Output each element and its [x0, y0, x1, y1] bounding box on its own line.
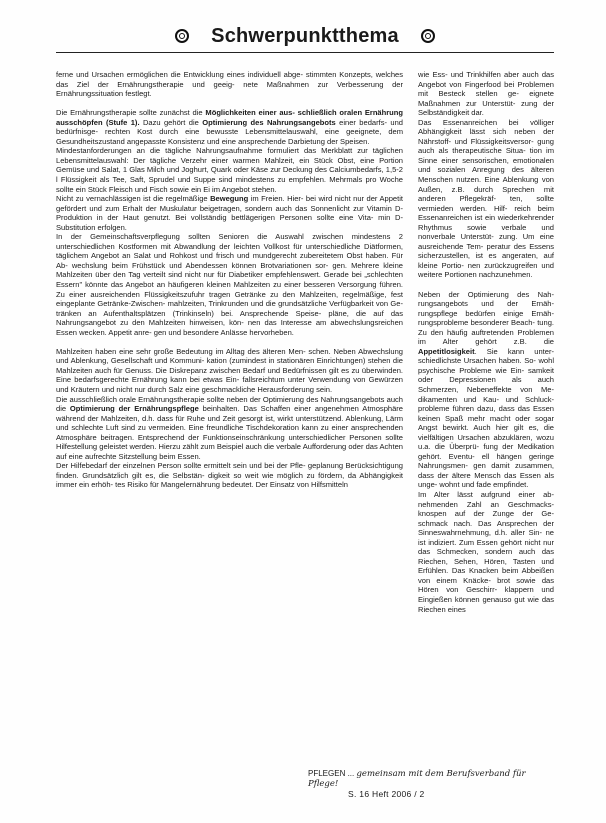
section-header [56, 22, 554, 50]
paragraph: Die Ernährungstherapie sollte zunächst die Möglichkeiten einer aus- schließlich oralen Ernährung ausschöpfen (Stufe 1). Dazu gehört die Optimierung des Nahrungsangebots einer bedarfs- und bedürfnisge- rechten Kost durch eine bewusste Lebensmittelauswahl, eine geeignete, dem Gesundheitszustand angepasste Konsistenz und eine ansprechende Darbietung der Speisen. [56, 108, 404, 146]
paragraph: Neben der Optimierung des Nah- rungsangebots und der Ernäh- rungspflege bedürfen einige Ernäh- rungsprobleme besonderer Beach- tung. Zu den häufig auftretenden Problemen im Alter gehört z.B. die Appetitlosigkeit. Sie kann unter- schiedlichste Ursachen haben. So- wohl psychische Probleme wie Ein- samkeit oder Depressionen als auch Schmerzen, Nebeneffekte von Me- dikamenten und Kau- und Schluck- probleme führen dazu, dass das Essen keinen Spaß mehr macht oder sogar Angst bewirkt. Auch hier gilt es, die vielfältigen Ursachen abzuklären, wozu u.a. die Überprü- fung der Medikation gehört. Eventu- ell hängen geringe Nahrungsmen- gen damit zusammen, dass der ältere Mensch das Essen als unge- wohnt und fade empfindet. [418, 289, 554, 490]
target-icon-left [175, 29, 189, 43]
footer [308, 769, 558, 789]
paragraph: Die ausschließlich orale Ernährungstherapie sollte neben der Optimierung des Nahrungsangebots auch die Optimierung der Ernährungspflege beinhalten. Das Schaffen einer angenehmen Atmosphäre während der Mahlzeiten, d.h. dass für Ruhe und Zeit gesorgt ist, wirkt unterstützend. Ablenkung, Lärm und schlechte Luft sind zu vermeiden. Eine freundliche Tischdekoration kann zu einer ansprechenden Atmosphäre beitragen. Entsprechend der Funktionseinschränkung unterschiedlicher Personen sollte Hilfestellung geleistet werden. Hierzu zählt zum Beispiel auch die verbale Aufforderung oder das Achten auf eine aufrechte Sitzstellung beim Essen. [56, 394, 403, 461]
footer-brand: PFLEGEN ... [308, 769, 355, 778]
paragraph: Mahlzeiten haben eine sehr große Bedeutung im Alltag des älteren Men- schen. Neben Abwechslung und Ablenkung, Gesellschaft und Kommuni- kation (zumindest in stationären Einrichtungen) stehen die Mahlzeiten auch für Genuss. Die Diskrepanz zwischen Bedarf und Bedürfnissen gilt es zu überwinden. Eine bedarfsgerechte Ernährung kann bei etwas Ein- fallsreichtum unter Verwendung von Gewürzen und Kräutern und nicht nur durch Salz eine geschmackliche Herausforderung sein. [56, 346, 403, 394]
paragraph: ferne und Ursachen ermöglichen die Entwicklung eines individuell abge- stimmten Konzepts, welches das Ziel der Ernährungstherapie und geeig- nete Maßnahmen zur Verbesserung der Ernährungssituation festlegt. [56, 70, 403, 99]
paragraph: In der Gemeinschaftsverpflegung sollten Senioren die Auswahl zwischen mindestens 2 unterschiedlichen Kostformen mit Abwandlung der leichten Vollkost für unterschiedliche Diätformen, täglichem Angebot an Salat und Rohkost und frisch und mundgerecht zubereitetem Obst haben. Für Ab- wechslung beim Frühstück und Abendessen können Brotvariationen sor- gen. Mehrere kleine Mahlzeiten über den Tag verteilt sind nicht nur für Diabetiker empfehlenswert. Gerade bei „schlechten Essern" könnte das Angebot an häufigeren kleinen Mahlzeiten zu einer besseren Versorgung führen. Zu einer ausreichenden Flüssigkeitszufuhr tragen Getränke zu den Mahlzeiten, regelmäßige, fest eingeplante Getränke-Zwischen- mahlzeiten, Trinkrunden und die grundsätzliche Verfügbarkeit von Ge- tränken an Aufenthaltsplätzen (Trinkinseln) bei. Ansprechende Speise- pläne, die auf das Nahrungsangebot zu den Mahlzeiten hinweisen, kön- nen das Interesse am abwechslungsreichen Essen wecken. Appetit anre- gen und besondere Anlässe hervorheben. [56, 232, 404, 337]
paragraph: Nicht zu vernachlässigen ist die regelmäßige Bewegung im Freien. Hier- bei wird nicht nur der Appetit gefördert und zum Erhalt der Muskulatur beigetragen, sondern auch das Sonnenlicht zur Vitamin D-Produktion in der Haut genutzt. Bei vollständig bettlägerigen Personen sollte eine Vita- min D-Substitution erfolgen. [56, 194, 403, 232]
footer-tagline: gemeinsam mit dem Berufsverband für Pflege! [308, 769, 526, 789]
paragraph: wie Ess- und Trinkhilfen aber auch das Angebot von Fingerfood bei Problemen mit Besteck stellen ge- eignete Maßnahmen zur Unterstüt- zung der Selbständigkeit dar. [418, 70, 554, 118]
paragraph: Das Essenanreichen bei völliger Abhängigkeit lässt sich neben der Nährstoff- und Flüssigkeitsversor- gung auch als therapeutische Situa- tion im Sinne einer sensorischen, emotionalen und sozialen Anregung des älteren Menschen nutzen. Eine Ablenkung von Außen, z.B. durch Sprechen mit anderen Pflegekräf- ten, sollte vermieden werden. Hilf- reich beim Essenanreichen ist ein wiederkehrender Rhythmus sowie verbale und nonverbale Unterstüt- zung. Um eine ausreichende Tem- peratur des Essens sicherzustellen, ist es angeraten, auf kleine Portio- nen zurückzugreifen und weitere Portionen nachzunehmen. [418, 117, 554, 280]
header-rule [56, 52, 554, 53]
section-title: Schwerpunktthema [211, 24, 399, 47]
page-info: S. 16 Heft 2006 / 2 [348, 789, 425, 799]
right-column [418, 70, 554, 614]
paragraph: Der Hilfebedarf der einzelnen Person sollte ermittelt sein und bei der Pfle- geplanung Berücksichtigung finden. Grundsätzlich gilt es, die Selbstän- digkeit so weit wie möglich zu fördern, da Abhängigkeit immer ein erhöh- tes Risiko für Mangelernährung bedeutet. Der Einsatz von Hilfsmitteln [56, 461, 403, 490]
paragraph: Im Alter lässt aufgrund einer ab- nehmenden Zahl an Geschmacks- knospen auf der Zunge der Ge- schmack nach. Das Ansprechen der Sinneswahrnehmung, d.h. aller Sin- ne ist indiziert. Zum Essen gehört nicht nur das Schmecken, sondern auch das Riechen, Sehen, Hören, Tasten und Erfühlen. Das Knacken beim Abbeißen von einem Knäcke- brot sowie das Hören von Geschirr- klappern und Eingießen können genauso gut wie das Riechen eines [418, 490, 554, 614]
left-column [56, 70, 403, 490]
paragraph: Mindestanforderungen an die tägliche Nahrungsaufnahme formuliert das Merkblatt zur täglichen Lebensmittelauswahl: Der tägliche Verzehr einer warmen Mahlzeit, ein Stück Obst, eine Portion Gemüse und Salat, 1 Glas Milch und Joghurt, Quark oder Käse zur Deckung des Calciumbedarfs, 1,5-2 l Flüssigkeit als Tee, Saft, Sprudel und Suppe sind mindestens zu empfehlen. Mehrmals pro Woche sollte ein Stück Fleisch und Fisch sowie ein Ei im Angebot stehen. [56, 146, 403, 194]
target-icon-right [421, 29, 435, 43]
